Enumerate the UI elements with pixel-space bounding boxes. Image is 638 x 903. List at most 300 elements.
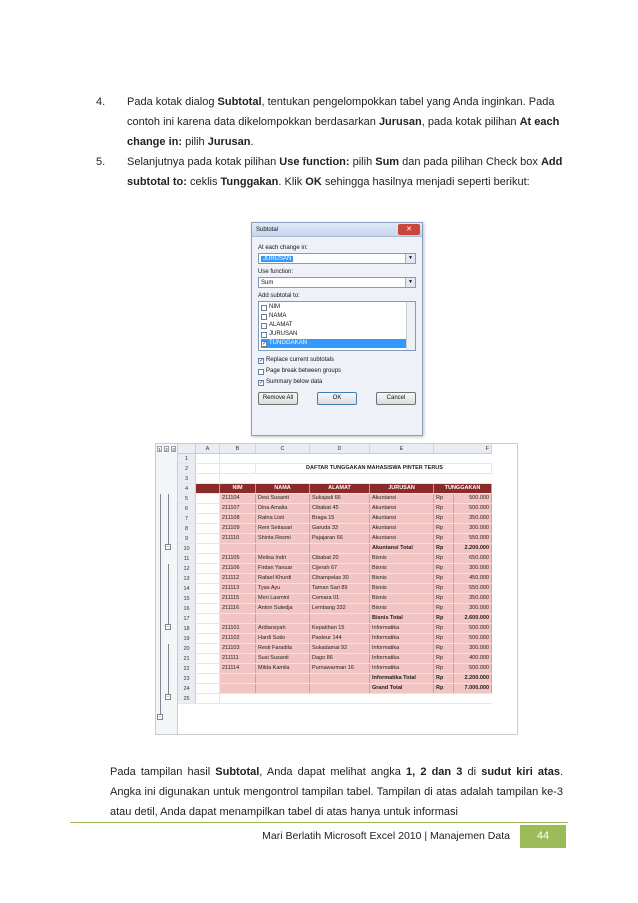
cell[interactable]: Bisnis bbox=[370, 584, 434, 593]
checkbox[interactable] bbox=[261, 314, 267, 320]
cell[interactable]: 211101 bbox=[220, 624, 256, 633]
checkbox[interactable] bbox=[261, 305, 267, 311]
cell[interactable]: Purnawarman 16 bbox=[310, 664, 370, 673]
checkbox[interactable]: ✓ bbox=[259, 357, 265, 364]
option-checkbox-row[interactable] bbox=[258, 355, 416, 366]
step-number: 4. bbox=[96, 96, 106, 108]
cancel-button[interactable]: Cancel bbox=[376, 392, 416, 405]
cell[interactable]: Grand Total bbox=[370, 684, 434, 693]
cell[interactable]: Resti Faradila bbox=[256, 644, 310, 653]
cell[interactable] bbox=[196, 694, 220, 703]
outline-panel bbox=[156, 444, 178, 734]
table-row bbox=[178, 464, 492, 474]
cell[interactable]: Rp bbox=[434, 644, 454, 653]
table-row bbox=[178, 624, 492, 634]
cell[interactable]: Bisnis bbox=[370, 564, 434, 573]
cell[interactable] bbox=[220, 464, 256, 473]
row-header[interactable]: 7 bbox=[178, 514, 196, 523]
cell[interactable] bbox=[196, 474, 220, 483]
cell[interactable]: Bisnis bbox=[370, 554, 434, 563]
cell[interactable]: Bisnis bbox=[370, 594, 434, 603]
field-label: TUNGGAKAN bbox=[269, 340, 308, 346]
text-run: ceklis bbox=[186, 176, 221, 188]
function-label: Use function: bbox=[258, 269, 294, 275]
cell[interactable]: Bisnis bbox=[370, 604, 434, 613]
cell[interactable]: Shinta Resmi bbox=[256, 534, 310, 543]
list-scrollbar[interactable] bbox=[406, 302, 415, 350]
cell[interactable] bbox=[196, 514, 220, 523]
cell[interactable] bbox=[196, 484, 220, 493]
text-run: . bbox=[250, 136, 254, 148]
cell[interactable]: Rp bbox=[434, 494, 454, 503]
cell[interactable]: Sukajadi 66 bbox=[310, 494, 370, 503]
column-header[interactable]: E bbox=[370, 444, 434, 453]
table-row bbox=[178, 454, 492, 464]
text-run: pilih bbox=[182, 136, 208, 148]
cell[interactable] bbox=[196, 674, 220, 683]
row-header[interactable]: 14 bbox=[178, 584, 196, 593]
table-row bbox=[178, 654, 492, 664]
cell[interactable] bbox=[196, 664, 220, 673]
outline-level-button[interactable]: 1 bbox=[158, 447, 161, 452]
row-header[interactable]: 6 bbox=[178, 504, 196, 513]
cell[interactable]: Cibabat 45 bbox=[310, 504, 370, 513]
cell[interactable] bbox=[220, 614, 256, 623]
row-header[interactable]: 17 bbox=[178, 614, 196, 623]
cell[interactable]: Tyas Ayu bbox=[256, 584, 310, 593]
option-label: Page break between groups bbox=[266, 368, 342, 374]
cell[interactable]: Rp bbox=[434, 664, 454, 673]
cell[interactable]: Melisa Indri bbox=[256, 554, 310, 563]
cell[interactable] bbox=[196, 614, 220, 623]
cell[interactable]: 211116 bbox=[220, 604, 256, 613]
dialog-title: Subtotal bbox=[256, 227, 279, 233]
cell[interactable]: Akuntansi bbox=[370, 524, 434, 533]
bold-text: Subtotal bbox=[215, 766, 260, 778]
cell[interactable]: Rp bbox=[434, 584, 454, 593]
row-header[interactable]: 15 bbox=[178, 594, 196, 603]
outline-bracket bbox=[168, 564, 169, 624]
row-header[interactable]: 11 bbox=[178, 554, 196, 563]
cell[interactable]: 211104 bbox=[220, 494, 256, 503]
close-icon[interactable]: ✕ bbox=[398, 224, 420, 235]
add-subtotal-list[interactable] bbox=[258, 301, 416, 351]
cell[interactable]: Milda Kamila bbox=[256, 664, 310, 673]
collapse-icon[interactable]: - bbox=[165, 694, 171, 700]
cell[interactable] bbox=[310, 684, 370, 693]
column-header[interactable]: A bbox=[196, 444, 220, 453]
footer-title: Mari Berlatih Microsoft Excel 2010 | Manajemen Data bbox=[262, 830, 510, 842]
table-row bbox=[178, 524, 492, 534]
column-headers bbox=[178, 444, 492, 454]
cell[interactable]: Garuda 33 bbox=[310, 524, 370, 533]
row-header[interactable]: 23 bbox=[178, 674, 196, 683]
cell[interactable]: Ratna Listi bbox=[256, 514, 310, 523]
cell[interactable]: Rp bbox=[434, 654, 454, 663]
cell[interactable]: 211103 bbox=[220, 644, 256, 653]
cell[interactable]: Dina Amalia bbox=[256, 504, 310, 513]
table-row bbox=[178, 604, 492, 614]
cell[interactable]: 211115 bbox=[220, 594, 256, 603]
text-run: di bbox=[462, 766, 482, 778]
table-header-cell: TUNGGAKAN bbox=[434, 484, 492, 493]
row-header[interactable]: 10 bbox=[178, 544, 196, 553]
cell[interactable] bbox=[196, 524, 220, 533]
bold-text: Tunggakan bbox=[220, 176, 279, 188]
cell[interactable]: 300.000 bbox=[454, 524, 492, 533]
cell[interactable]: Informatika bbox=[370, 664, 434, 673]
field-label: NAMA bbox=[269, 313, 287, 319]
cell[interactable]: Cemara 01 bbox=[310, 594, 370, 603]
cell[interactable]: Rp bbox=[434, 534, 454, 543]
text-run: . Angka ini digunakan untuk mengontrol tampilan tabel. Tampilan di atas adalah tampilan ke-3 atau detil, Anda dapat menampilkan tabel di atas hanya untuk informasi bbox=[110, 766, 564, 818]
cell[interactable]: Susi Susanti bbox=[256, 654, 310, 663]
table-row bbox=[178, 634, 492, 644]
field-list-item[interactable] bbox=[261, 339, 409, 348]
cell[interactable] bbox=[310, 674, 370, 683]
cell[interactable]: 650.000 bbox=[454, 554, 492, 563]
sheet-title: DAFTAR TUNGGAKAN MAHASISWA PINTER TERUS bbox=[256, 464, 492, 473]
row-header[interactable]: 16 bbox=[178, 604, 196, 613]
cell[interactable]: Akuntansi Total bbox=[370, 544, 434, 553]
cell[interactable]: 500.000 bbox=[454, 624, 492, 633]
cell[interactable]: Dago 86 bbox=[310, 654, 370, 663]
cell[interactable]: 350.000 bbox=[454, 594, 492, 603]
cell[interactable]: Cihampelas 30 bbox=[310, 574, 370, 583]
cell[interactable] bbox=[256, 674, 310, 683]
cell[interactable]: Rp bbox=[434, 614, 454, 623]
add-subtotal-label: Add subtotal to: bbox=[258, 293, 300, 299]
table-row bbox=[178, 494, 492, 504]
table-row bbox=[178, 564, 492, 574]
bold-text: Add subtotal to: bbox=[127, 156, 563, 188]
cell[interactable] bbox=[196, 644, 220, 653]
cell[interactable] bbox=[196, 534, 220, 543]
row-header[interactable]: 13 bbox=[178, 574, 196, 583]
text-run: Pada kotak dialog bbox=[127, 96, 218, 108]
row-header[interactable]: 19 bbox=[178, 634, 196, 643]
cell[interactable]: Informatika bbox=[370, 644, 434, 653]
cell[interactable] bbox=[256, 544, 310, 553]
column-header[interactable]: B bbox=[220, 444, 256, 453]
checkbox[interactable] bbox=[258, 369, 264, 375]
table-header-cell: NAMA bbox=[256, 484, 310, 493]
cell[interactable]: 211113 bbox=[220, 584, 256, 593]
text-run: dan pada pilihan Check box bbox=[399, 156, 541, 168]
checkbox[interactable]: ✓ bbox=[259, 379, 265, 386]
row-header[interactable]: 22 bbox=[178, 664, 196, 673]
cell[interactable]: Akuntansi bbox=[370, 504, 434, 513]
outline-bracket bbox=[168, 644, 169, 694]
cell[interactable]: Rp bbox=[434, 674, 454, 683]
footer-rule bbox=[70, 822, 568, 823]
text-run: , tentukan pengelompokkan tabel yang Anda inginkan. Pada contoh ini karena data dikelompokkan berdasarkan bbox=[127, 96, 555, 128]
cell[interactable] bbox=[196, 604, 220, 613]
table-row bbox=[178, 594, 492, 604]
cell[interactable]: Rp bbox=[434, 574, 454, 583]
cell[interactable]: Akuntansi bbox=[370, 514, 434, 523]
cell[interactable]: 7.000.000 bbox=[454, 684, 492, 693]
bold-text: Jurusan bbox=[378, 116, 422, 128]
change-select[interactable] bbox=[258, 253, 416, 264]
subtotal-dialog bbox=[251, 222, 423, 436]
field-list-item[interactable] bbox=[261, 303, 409, 312]
table-row bbox=[178, 644, 492, 654]
option-checkbox-row[interactable] bbox=[258, 366, 416, 377]
step-text bbox=[127, 152, 566, 192]
field-label: NIM bbox=[269, 304, 280, 310]
cell[interactable] bbox=[220, 674, 256, 683]
cell[interactable]: Rp bbox=[434, 634, 454, 643]
cell[interactable]: Rp bbox=[434, 684, 454, 693]
cell[interactable]: 350.000 bbox=[454, 514, 492, 523]
cell[interactable]: 211106 bbox=[220, 564, 256, 573]
cell[interactable]: Informatika bbox=[370, 624, 434, 633]
ok-button[interactable]: OK bbox=[317, 392, 357, 405]
field-label: JURUSAN bbox=[269, 331, 298, 337]
outline-level-button[interactable]: 3 bbox=[172, 447, 175, 452]
cell[interactable]: 500.000 bbox=[454, 634, 492, 643]
table-row bbox=[178, 534, 492, 544]
row-header[interactable]: 12 bbox=[178, 564, 196, 573]
cell[interactable]: 2.200.000 bbox=[454, 674, 492, 683]
cell[interactable]: 300.000 bbox=[454, 564, 492, 573]
cell[interactable]: Rp bbox=[434, 544, 454, 553]
chevron-down-icon[interactable]: ▼ bbox=[405, 254, 415, 263]
bold-text: sudut kiri atas bbox=[481, 766, 560, 778]
option-checkbox-row[interactable] bbox=[258, 377, 416, 388]
cell[interactable] bbox=[196, 464, 220, 473]
instruction-steps bbox=[96, 92, 566, 192]
cell[interactable]: 211109 bbox=[220, 524, 256, 533]
select-all-corner[interactable] bbox=[178, 444, 196, 453]
change-label: At each change in: bbox=[258, 245, 308, 251]
cell[interactable]: Anton Sutedja bbox=[256, 604, 310, 613]
row-header[interactable]: 9 bbox=[178, 534, 196, 543]
field-label: ALAMAT bbox=[269, 322, 293, 328]
checkbox[interactable] bbox=[261, 332, 267, 338]
change-value: JURUSAN bbox=[263, 255, 292, 262]
row-header[interactable]: 4 bbox=[178, 484, 196, 493]
table-row bbox=[178, 484, 492, 494]
cell[interactable]: Firdan Yanuar bbox=[256, 564, 310, 573]
sheet-grid bbox=[178, 444, 492, 704]
table-header-cell: JURUSAN bbox=[370, 484, 434, 493]
checkbox[interactable]: ✓ bbox=[262, 340, 268, 347]
text-run: pilih bbox=[349, 156, 376, 168]
cell[interactable]: 550.000 bbox=[454, 584, 492, 593]
cell[interactable]: Informatika bbox=[370, 654, 434, 663]
cell[interactable]: Rp bbox=[434, 604, 454, 613]
cell[interactable]: Rafael Khurdi bbox=[256, 574, 310, 583]
collapse-icon[interactable]: - bbox=[165, 544, 171, 550]
text-run: , Anda dapat melihat angka bbox=[259, 766, 407, 778]
remove-all-button[interactable]: Remove All bbox=[258, 392, 298, 405]
table-header-cell: NIM bbox=[220, 484, 256, 493]
cell[interactable] bbox=[196, 634, 220, 643]
cell[interactable]: 211110 bbox=[220, 534, 256, 543]
row-header[interactable]: 18 bbox=[178, 624, 196, 633]
row-header[interactable]: 2 bbox=[178, 464, 196, 473]
cell[interactable]: Taman Sari 89 bbox=[310, 584, 370, 593]
field-list-item[interactable] bbox=[261, 321, 409, 330]
cell[interactable]: 500.000 bbox=[454, 664, 492, 673]
row-header[interactable]: 21 bbox=[178, 654, 196, 663]
spreadsheet bbox=[155, 443, 518, 735]
cell[interactable]: 2.600.000 bbox=[454, 614, 492, 623]
cell[interactable]: Braga 15 bbox=[310, 514, 370, 523]
step-item bbox=[96, 92, 566, 152]
cell[interactable]: 550.000 bbox=[454, 534, 492, 543]
text-run: . Klik bbox=[278, 176, 306, 188]
cell[interactable]: Rp bbox=[434, 504, 454, 513]
table-row bbox=[178, 544, 492, 554]
step-text bbox=[127, 92, 566, 152]
cell[interactable] bbox=[220, 684, 256, 693]
cell[interactable]: Reni Setiasari bbox=[256, 524, 310, 533]
row-header[interactable]: 5 bbox=[178, 494, 196, 503]
table-row bbox=[178, 694, 492, 704]
cell[interactable] bbox=[196, 554, 220, 563]
cell[interactable]: Akuntansi bbox=[370, 534, 434, 543]
cell[interactable]: 211107 bbox=[220, 504, 256, 513]
cell[interactable]: 2.200.000 bbox=[454, 544, 492, 553]
page-number: 44 bbox=[520, 825, 566, 848]
cell[interactable]: Lembang 332 bbox=[310, 604, 370, 613]
row-header[interactable]: 24 bbox=[178, 684, 196, 693]
cell[interactable]: Informatika Total bbox=[370, 674, 434, 683]
cell[interactable] bbox=[196, 454, 220, 463]
cell[interactable] bbox=[196, 624, 220, 633]
cell[interactable]: Desi Susanti bbox=[256, 494, 310, 503]
cell[interactable] bbox=[196, 504, 220, 513]
cell[interactable]: 211114 bbox=[220, 664, 256, 673]
column-header[interactable]: D bbox=[310, 444, 370, 453]
cell[interactable] bbox=[196, 564, 220, 573]
bold-text: OK bbox=[305, 176, 322, 188]
table-row bbox=[178, 674, 492, 684]
cell[interactable]: Rp bbox=[434, 624, 454, 633]
cell[interactable]: 300.000 bbox=[454, 644, 492, 653]
cell[interactable]: 500.000 bbox=[454, 494, 492, 503]
cell[interactable]: Pasteur 144 bbox=[310, 634, 370, 643]
bold-text: Use function: bbox=[279, 156, 350, 168]
row-header[interactable]: 1 bbox=[178, 454, 196, 463]
field-list-item[interactable] bbox=[261, 330, 409, 339]
table-header-cell: ALAMAT bbox=[310, 484, 370, 493]
row-header[interactable]: 25 bbox=[178, 694, 196, 703]
cell[interactable]: 211102 bbox=[220, 634, 256, 643]
cell[interactable]: Hardi Sutio bbox=[256, 634, 310, 643]
option-label: Summary below data bbox=[266, 379, 323, 385]
cell[interactable] bbox=[310, 614, 370, 623]
cell[interactable]: Pajajaran 66 bbox=[310, 534, 370, 543]
cell[interactable]: 211105 bbox=[220, 554, 256, 563]
cell[interactable]: Cibabat 20 bbox=[310, 554, 370, 563]
outline-bracket bbox=[168, 494, 169, 544]
function-select[interactable] bbox=[258, 277, 416, 288]
cell[interactable] bbox=[196, 494, 220, 503]
field-list-item[interactable] bbox=[261, 312, 409, 321]
cell[interactable]: Akuntansi bbox=[370, 494, 434, 503]
cell[interactable]: Rp bbox=[434, 554, 454, 563]
cell[interactable]: 500.000 bbox=[454, 504, 492, 513]
column-header[interactable]: F bbox=[434, 444, 492, 453]
cell[interactable] bbox=[196, 574, 220, 583]
option-label: Replace current subtotals bbox=[266, 357, 335, 363]
text-run: , pada kotak pilihan bbox=[421, 116, 520, 128]
cell[interactable]: Ardiansyah bbox=[256, 624, 310, 633]
collapse-icon[interactable]: - bbox=[157, 714, 163, 720]
cell[interactable]: 300.000 bbox=[454, 604, 492, 613]
row-header[interactable]: 3 bbox=[178, 474, 196, 483]
bold-text: Sum bbox=[375, 156, 400, 168]
cell[interactable]: Sukadamai 92 bbox=[310, 644, 370, 653]
cell[interactable]: Bisnis Total bbox=[370, 614, 434, 623]
table-row bbox=[178, 664, 492, 674]
collapse-icon[interactable]: - bbox=[165, 624, 171, 630]
cell[interactable] bbox=[196, 544, 220, 553]
body-paragraph bbox=[110, 762, 563, 822]
row-header[interactable]: 8 bbox=[178, 524, 196, 533]
cell[interactable]: Informatika bbox=[370, 634, 434, 643]
text-run: sehingga hasilnya menjadi seperti berikut: bbox=[321, 176, 530, 188]
cell[interactable] bbox=[256, 614, 310, 623]
cell[interactable] bbox=[196, 594, 220, 603]
cell[interactable]: 450.000 bbox=[454, 574, 492, 583]
cell[interactable] bbox=[196, 584, 220, 593]
table-row bbox=[178, 504, 492, 514]
table-row bbox=[178, 584, 492, 594]
cell[interactable]: 400.000 bbox=[454, 654, 492, 663]
cell[interactable]: Cijerah 67 bbox=[310, 564, 370, 573]
table-row bbox=[178, 474, 492, 484]
cell[interactable]: Rp bbox=[434, 524, 454, 533]
function-value: Sum bbox=[261, 279, 274, 286]
cell[interactable]: Meri Lasmini bbox=[256, 594, 310, 603]
step-item bbox=[96, 152, 566, 192]
cell[interactable]: Rp bbox=[434, 514, 454, 523]
dialog-titlebar bbox=[252, 223, 422, 237]
cell[interactable] bbox=[196, 654, 220, 663]
cell[interactable] bbox=[256, 684, 310, 693]
checkbox[interactable] bbox=[261, 323, 267, 329]
outline-bracket bbox=[160, 494, 161, 719]
row-header[interactable]: 20 bbox=[178, 644, 196, 653]
table-row bbox=[178, 554, 492, 564]
cell[interactable] bbox=[196, 684, 220, 693]
bold-text: Subtotal bbox=[217, 96, 262, 108]
cell[interactable]: Bisnis bbox=[370, 574, 434, 583]
column-header[interactable]: C bbox=[256, 444, 310, 453]
table-row bbox=[178, 684, 492, 694]
cell[interactable]: 211112 bbox=[220, 574, 256, 583]
cell[interactable] bbox=[310, 544, 370, 553]
cell[interactable]: Rp bbox=[434, 594, 454, 603]
bold-text: Jurusan bbox=[207, 136, 251, 148]
table-row bbox=[178, 614, 492, 624]
cell[interactable]: Kepatihan 15 bbox=[310, 624, 370, 633]
cell[interactable]: 211108 bbox=[220, 514, 256, 523]
cell[interactable]: 211111 bbox=[220, 654, 256, 663]
cell[interactable]: Rp bbox=[434, 564, 454, 573]
table-row bbox=[178, 514, 492, 524]
table-row bbox=[178, 574, 492, 584]
outline-level-button[interactable]: 2 bbox=[165, 447, 168, 452]
bold-text: At each change in: bbox=[127, 116, 560, 148]
chevron-down-icon[interactable]: ▼ bbox=[405, 278, 415, 287]
cell[interactable] bbox=[220, 544, 256, 553]
